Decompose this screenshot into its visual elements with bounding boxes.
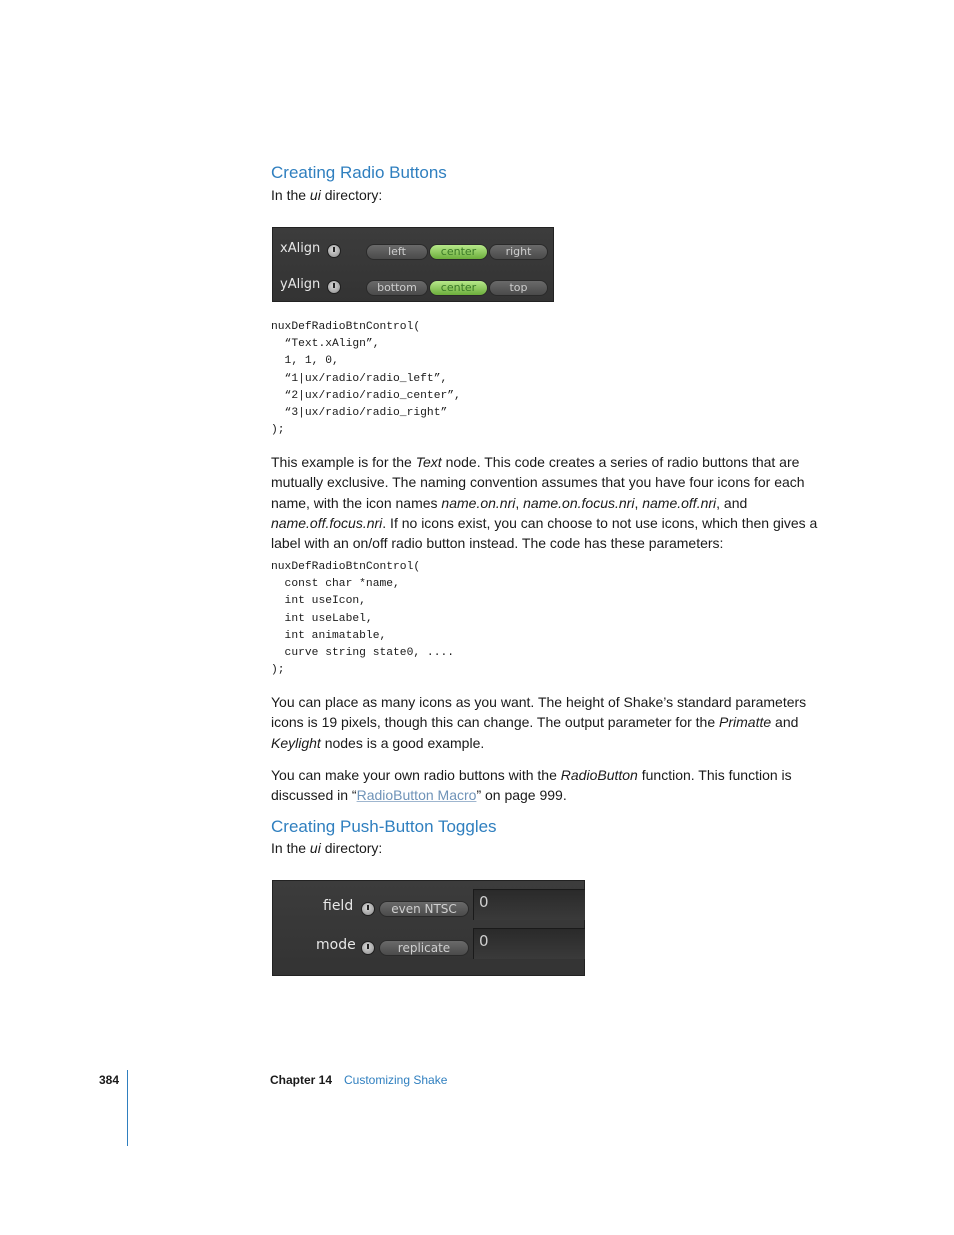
- emphasis: name.off.nri: [642, 494, 717, 511]
- radio-button-left[interactable]: left: [366, 244, 428, 260]
- emphasis: Keylight: [271, 734, 321, 751]
- text: and: [771, 714, 799, 731]
- section-heading-push-button-toggles: Creating Push-Button Toggles: [271, 817, 497, 836]
- paragraph-icons: [271, 692, 827, 753]
- paragraph-radio-explanation: [271, 452, 827, 553]
- emphasis: name.on.nri: [441, 494, 516, 511]
- param-label-field: field: [323, 898, 354, 914]
- radio-button-right[interactable]: right: [489, 244, 548, 260]
- intro-text: directory:: [320, 187, 383, 203]
- emphasis: name.off.focus.nri: [271, 514, 383, 531]
- mode-value: 0: [479, 932, 489, 950]
- text: ,: [634, 494, 643, 511]
- toggle-button-field[interactable]: even NTSC: [379, 901, 469, 917]
- text: node. This code creates a series of radio buttons that are mutually exclusive. The naming convention assumes that you have four icons for each name, with the icon names: [271, 454, 805, 511]
- emphasis: Primatte: [719, 714, 772, 731]
- section-heading-radio-buttons: Creating Radio Buttons: [271, 163, 447, 182]
- dial-icon: [327, 244, 341, 258]
- radio-button-center-selected[interactable]: center: [429, 244, 488, 260]
- text: . If no icons exist, you can choose to not use icons, which then gives a label with an on/off radio button instead. The code has these parameters:: [271, 514, 818, 552]
- param-label-mode: mode: [316, 937, 356, 953]
- intro-text: In the: [271, 187, 310, 203]
- text: You can make your own radio buttons with the: [271, 767, 561, 783]
- radio-buttons-screenshot: [272, 227, 554, 302]
- param-label-yalign: yAlign: [280, 277, 321, 292]
- text: You can place as many icons as you want. The height of Shake’s standard parameters icons is 19 pixels, though this can change. The output parameter for the: [271, 694, 807, 731]
- text: ” on page 999.: [476, 787, 567, 804]
- code-parameters: nuxDefRadioBtnControl( const char *name, int useIcon, int useLabel, int animatable, curve string state0, .... );: [271, 561, 455, 677]
- radio-button-top[interactable]: top: [489, 280, 548, 296]
- emphasis: RadioButton: [560, 767, 638, 783]
- footer-divider: [127, 1070, 128, 1146]
- footer-chapter-title: Customizing Shake: [344, 1073, 448, 1087]
- mode-value-input[interactable]: [473, 928, 585, 959]
- intro-text: directory:: [320, 840, 383, 856]
- code-example-radio: nuxDefRadioBtnControl( “Text.xAlign”, 1, 1, 0, “1|ux/radio/radio_left”, “2|ux/radio/radio_center”, “3|ux/radio/radio_right” );: [271, 321, 461, 437]
- section-intro: [271, 185, 382, 205]
- page-number: 384: [99, 1073, 120, 1087]
- text: , and: [716, 494, 748, 511]
- dial-icon: [361, 902, 375, 916]
- push-button-toggles-screenshot: [272, 880, 585, 976]
- section-intro: [271, 838, 382, 858]
- field-value: 0: [479, 893, 489, 911]
- text: ,: [515, 494, 524, 511]
- emphasis: Text: [415, 454, 442, 470]
- radiobutton-macro-link[interactable]: RadioButton Macro: [356, 787, 477, 804]
- emphasis: name.on.focus.nri: [523, 494, 635, 511]
- intro-text: In the: [271, 840, 310, 856]
- param-label-xalign: xAlign: [280, 241, 321, 256]
- text: nodes is a good example.: [320, 734, 485, 751]
- radio-button-center-selected[interactable]: center: [429, 280, 488, 296]
- footer-chapter: Chapter 14: [270, 1073, 333, 1087]
- intro-emphasis: ui: [309, 840, 321, 856]
- toggle-button-mode[interactable]: replicate: [379, 940, 469, 956]
- dial-icon: [361, 941, 375, 955]
- paragraph-radiobutton-function: [271, 765, 827, 806]
- radio-button-bottom[interactable]: bottom: [366, 280, 428, 296]
- text: function. This function is discussed in “: [271, 767, 792, 804]
- field-value-input[interactable]: [473, 889, 585, 920]
- text: This example is for the: [271, 454, 416, 470]
- intro-emphasis: ui: [309, 187, 321, 203]
- dial-icon: [327, 280, 341, 294]
